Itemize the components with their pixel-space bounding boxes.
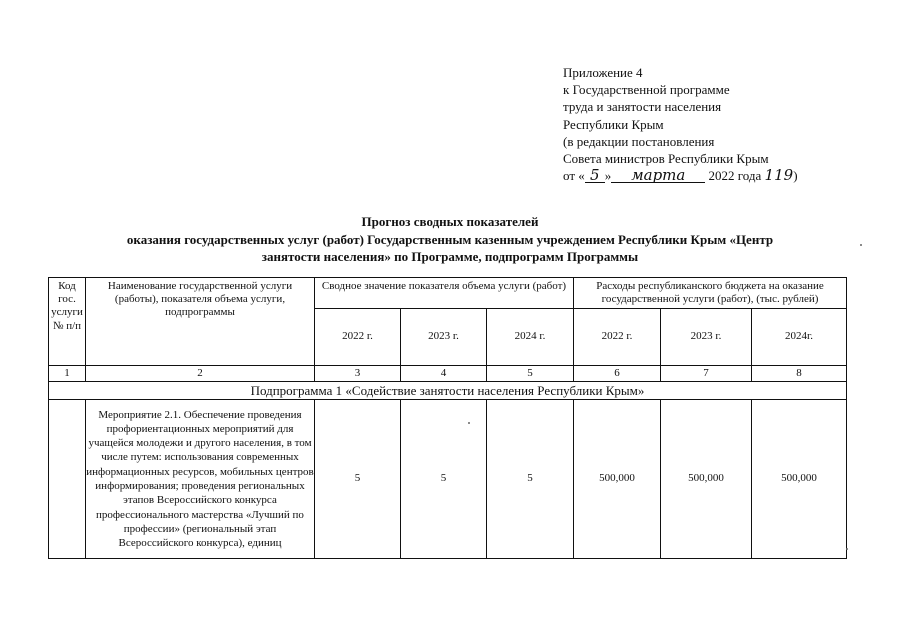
appendix-date-line xyxy=(563,167,798,184)
header-code: Код гос. услуги № п/п xyxy=(49,278,86,366)
appendix-line: Республики Крым xyxy=(563,116,664,132)
table-row xyxy=(49,400,847,559)
title-line: оказания государственных услуг (работ) Государственным казенным учреждением Республики Крым «Центр xyxy=(126,231,774,247)
column-number: 5 xyxy=(487,366,574,382)
date-year: 2022 года xyxy=(708,168,762,184)
subprogram-title: Подпрограмма 1 «Содействие занятости населения Республики Крым» xyxy=(49,382,847,400)
header-row xyxy=(49,278,847,309)
row-value: 5 xyxy=(487,400,574,559)
title-line: занятости населения» по Программе, подпрограмм Программы xyxy=(261,249,639,264)
date-prefix: от « xyxy=(563,168,585,184)
header-year: 2023 г. xyxy=(401,309,487,366)
header-year: 2022 г. xyxy=(315,309,401,366)
header-name: Наименование государственной услуги (работы), показателя объема услуги, подпрограммы xyxy=(86,278,315,366)
header-budget-group: Расходы республиканского бюджета на оказание государственной услуги (работ), (тыс. рублей) xyxy=(574,278,847,309)
row-value: 500,000 xyxy=(574,400,661,559)
appendix-line: к Государственной программе xyxy=(563,82,730,98)
row-value: 5 xyxy=(315,400,401,559)
column-number: 3 xyxy=(315,366,401,382)
column-number: 1 xyxy=(49,366,86,382)
subprogram-row xyxy=(49,382,847,400)
scan-speck xyxy=(860,244,862,246)
title-line: Прогноз сводных показателей xyxy=(361,214,539,229)
appendix-line: Приложение 4 xyxy=(563,65,643,80)
column-number: 8 xyxy=(752,366,847,382)
header-volume-group: Сводное значение показателя объема услуги (работ) xyxy=(315,278,574,309)
appendix-line: (в редакции постановления xyxy=(563,133,715,149)
appendix-header xyxy=(563,64,798,184)
column-number: 6 xyxy=(574,366,661,382)
header-year: 2024г. xyxy=(752,309,847,366)
handwritten-month: марта xyxy=(611,168,705,183)
row-code xyxy=(49,400,86,559)
header-year: 2023 г. xyxy=(661,309,752,366)
row-value: 500,000 xyxy=(661,400,752,559)
scan-speck xyxy=(468,422,470,424)
appendix-line: Совета министров Республики Крым xyxy=(563,151,769,167)
row-description: Мероприятие 2.1. Обеспечение проведения профориентационных мероприятий для учащейся молодежи и другого населения, в том числе путем: использования современных информационных ресурсов, мобильных центров информирования; проведения региональных этапов Всероссийского конкурса профессионального мастерства «Лучший по профессии» (региональный этап Всероссийского конкурса), единиц xyxy=(86,400,315,559)
forecast-table xyxy=(48,277,847,559)
column-number-row xyxy=(49,366,847,382)
date-mid: » xyxy=(604,168,612,184)
row-value: 5 xyxy=(401,400,487,559)
column-number: 7 xyxy=(661,366,752,382)
handwritten-number: 119 xyxy=(764,166,794,185)
header-year: 2024 г. xyxy=(487,309,574,366)
appendix-line: труда и занятости населения xyxy=(563,99,722,115)
date-close: ) xyxy=(793,168,798,184)
handwritten-day: 5 xyxy=(585,168,605,183)
scan-speck xyxy=(846,548,848,550)
column-number: 4 xyxy=(401,366,487,382)
row-value: 500,000 xyxy=(752,400,847,559)
column-number: 2 xyxy=(86,366,315,382)
document-title xyxy=(40,213,860,266)
header-year: 2022 г. xyxy=(574,309,661,366)
